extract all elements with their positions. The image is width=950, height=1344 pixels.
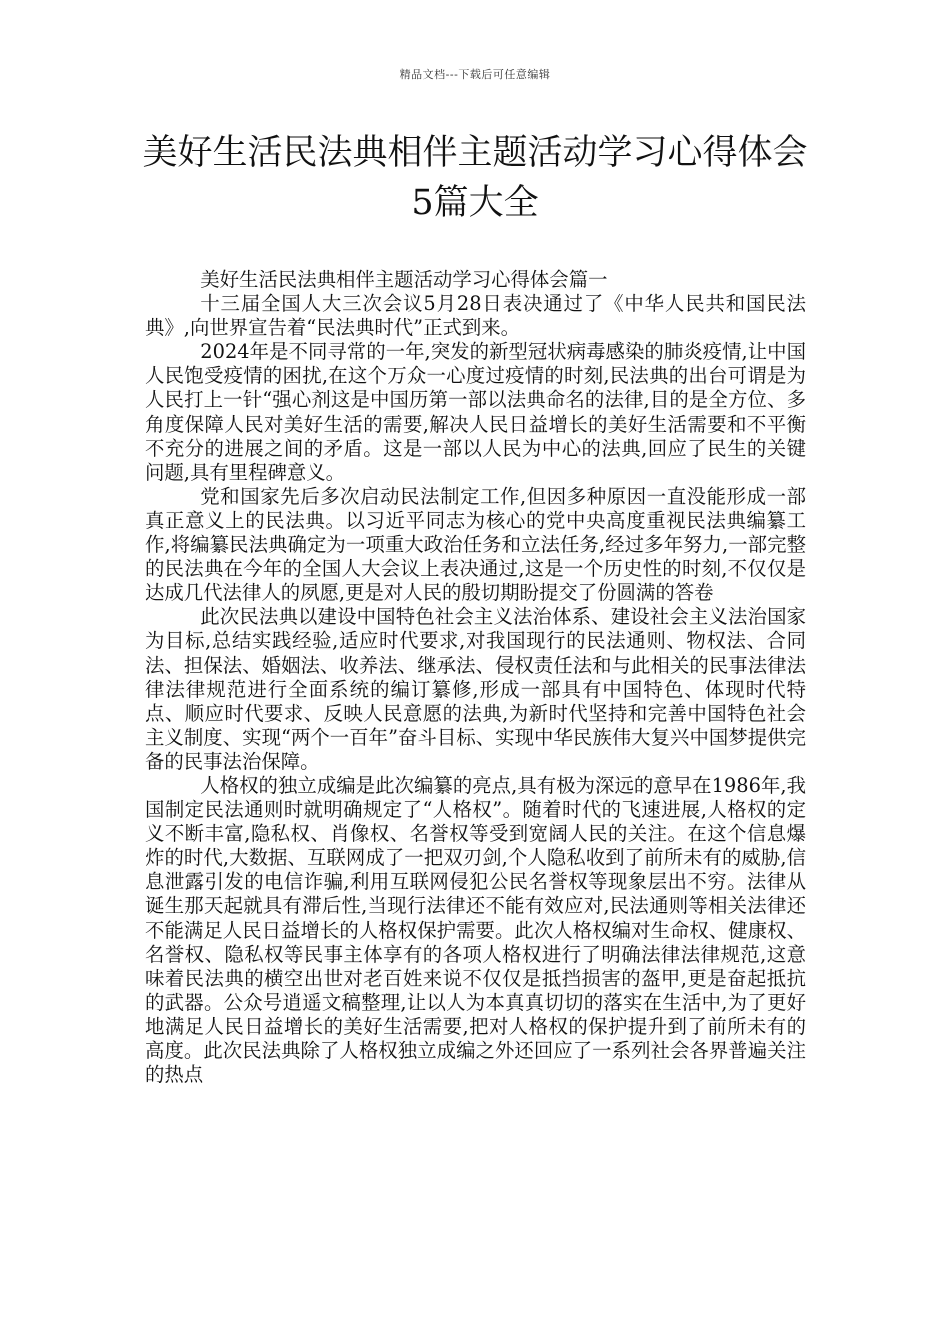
paragraph: 党和国家先后多次启动民法制定工作,但因多种原因一直没能形成一部真正意义上的民法典。以习近平同志为核心的党中央高度重视民法典编纂工作,将编纂民法典确定为一项重大政治任务和立法任务,经过多年努力,一部完整的民法典在今年的全国人大会议上表决通过,这是一个历史性的时刻,不仅仅是达成几代法律人的夙愿,更是对人民的殷切期盼提交了份圆满的答卷 bbox=[145, 484, 806, 605]
paragraph: 2024年是不同寻常的一年,突发的新型冠状病毒感染的肺炎疫情,让中国人民饱受疫情的困扰,在这个万众一心度过疫情的时刻,民法典的出台可谓是为人民打上一针“强心剂这是中国历第一部以法典命名的法律,目的是全方位、多角度保障人民对美好生活的需要,解决人民日益增长的美好生活需要和不平衡不充分的进展之间的矛盾。这是一部以人民为中心的法典,回应了民生的关键问题,具有里程碑意义。 bbox=[145, 340, 806, 484]
document-title: 美好生活民法典相伴主题活动学习心得体会5篇大全 bbox=[142, 133, 808, 223]
paragraph: 此次民法典以建设中国特色社会主义法治体系、建设社会主义法治国家为目标,总结实践经验,适应时代要求,对我国现行的民法通则、物权法、合同法、担保法、婚姻法、收养法、继承法、侵权责任法和与此相关的民事法律法律法律规范进行全面系统的编订纂修,形成一部具有中国特色、体现时代特点、顺应时代要求、反映人民意愿的法典,为新时代坚持和完善中国特色社会主义制度、实现“两个一百年”奋斗目标、实现中华民族伟大复兴中国梦提供完备的民事法治保障。 bbox=[145, 605, 806, 773]
section-heading: 美好生活民法典相伴主题活动学习心得体会篇一 bbox=[200, 268, 608, 291]
document-body bbox=[145, 268, 806, 1087]
running-header: 精品文档---下载后可任意编辑 bbox=[399, 68, 551, 81]
paragraph: 人格权的独立成编是此次编纂的亮点,具有极为深远的意早在1986年,我国制定民法通则时就明确规定了“人格权”。随着时代的飞速进展,人格权的定义不断丰富,隐私权、肖像权、名誉权等受到宽阔人民的关注。在这个信息爆炸的时代,大数据、互联网成了一把双刃剑,个人隐私收到了前所未有的威胁,信息泄露引发的电信诈骗,利用互联网侵犯公民名誉权等现象层出不穷。法律从诞生那天起就具有滞后性,当现行法律还不能有效应对,民法通则等相关法律还不能满足人民日益增长的人格权保护需要。此次人格权编对生命权、健康权、名誉权、隐私权等民事主体享有的各项人格权进行了明确法律法律规范,这意味着民法典的横空出世对老百姓来说不仅仅是抵挡损害的盔甲,更是奋起抵抗的武器。公众号逍遥文稿整理,让以人为本真真切切的落实在生活中,为了更好地满足人民日益增长的美好生活需要,把对人格权的保护提升到了前所未有的高度。此次民法典除了人格权独立成编之外还回应了一系列社会各界普遍关注的热点 bbox=[145, 773, 806, 1087]
paragraph: 十三届全国人大三次会议5月28日表决通过了《中华人民共和国民法典》,向世界宣告着“民法典时代”正式到来。 bbox=[145, 292, 806, 340]
